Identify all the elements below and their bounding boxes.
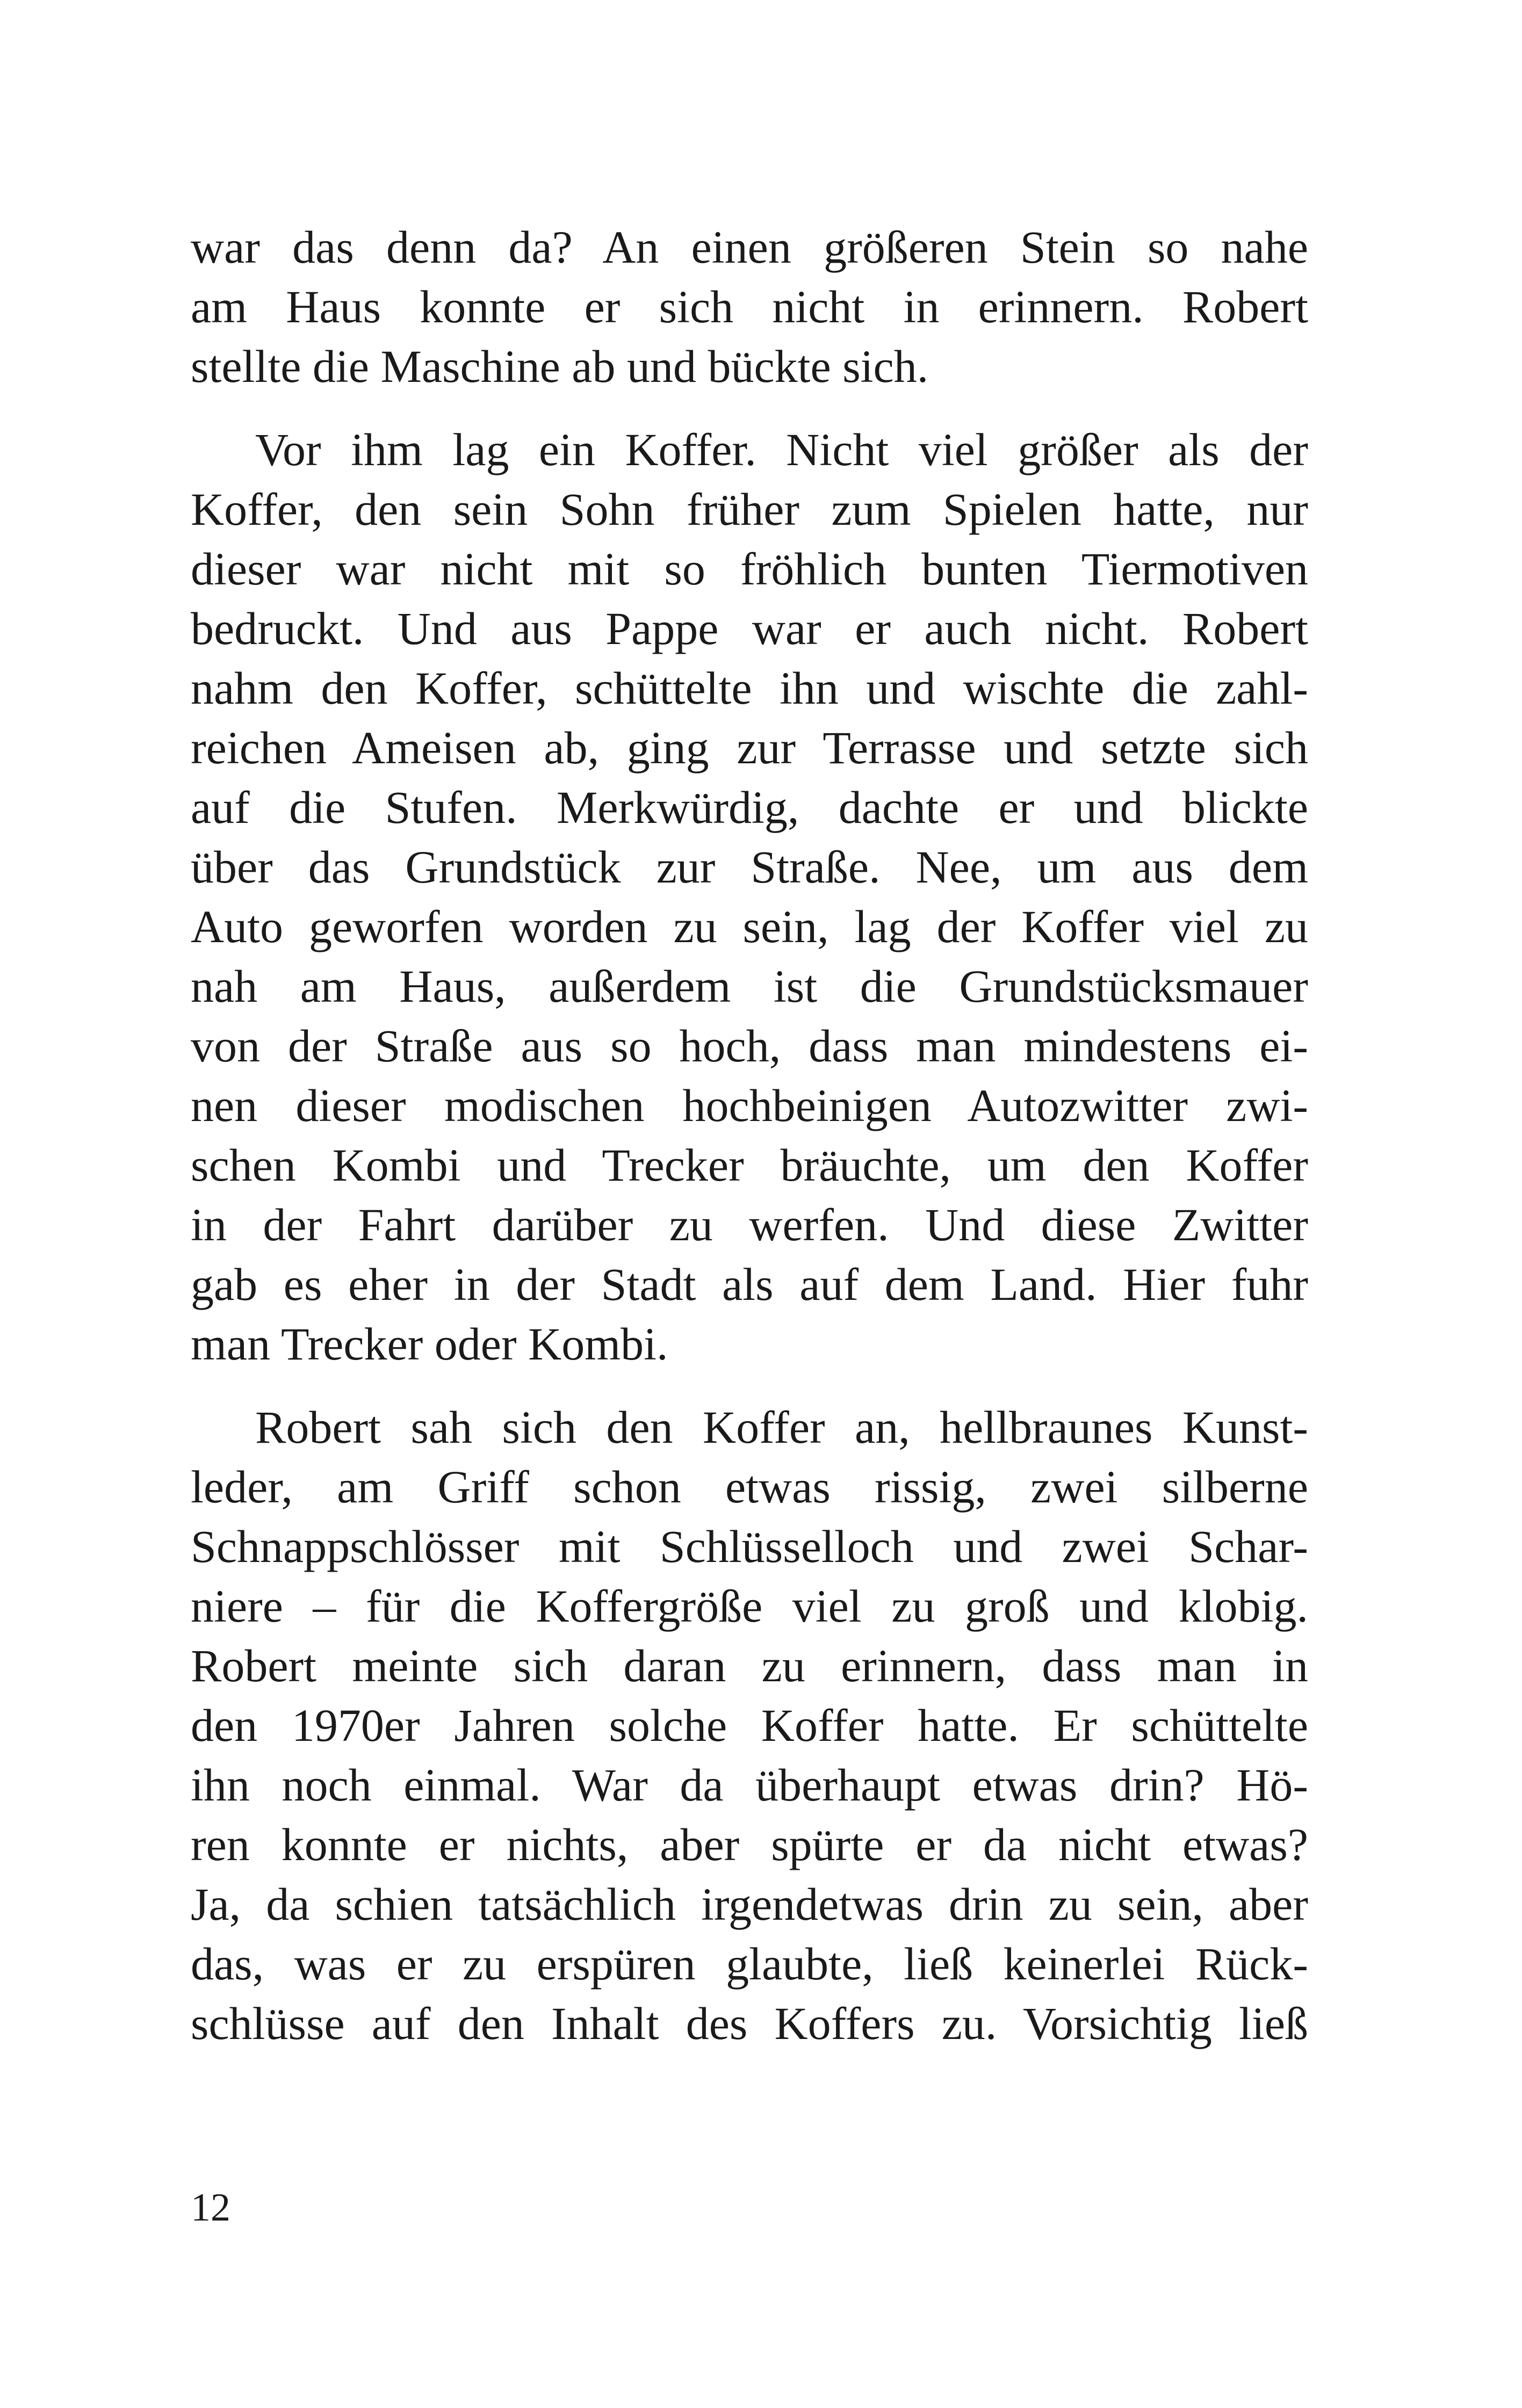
- text-line: den 1970er Jahren solche Koffer hatte. Er schüttelte: [191, 1700, 1308, 1751]
- text-line: Koffer, den sein Sohn früher zum Spielen hatte, nur: [191, 483, 1308, 535]
- text-line: das, was er zu erspüren glaubte, ließ keinerlei Rück-: [191, 1938, 1308, 1990]
- text-line: Robert meinte sich daran zu erinnern, dass man in: [191, 1640, 1308, 1691]
- text-line: ren konnte er nichts, aber spürte er da nicht etwas?: [191, 1819, 1308, 1870]
- text-line: dieser war nicht mit so fröhlich bunten Tiermotiven: [191, 543, 1308, 595]
- text-line: leder, am Griff schon etwas rissig, zwei silberne: [191, 1461, 1308, 1513]
- text-line: in der Fahrt darüber zu werfen. Und diese Zwitter: [191, 1199, 1308, 1250]
- text-line: nahm den Koffer, schüttelte ihn und wischte die zahl-: [191, 662, 1308, 714]
- text-line: ihn noch einmal. War da überhaupt etwas drin? Hö-: [191, 1759, 1308, 1811]
- text-line: über das Grundstück zur Straße. Nee, um aus dem: [191, 841, 1308, 893]
- text-line: gab es eher in der Stadt als auf dem Land. Hier fuhr: [191, 1259, 1308, 1310]
- text-line: man Trecker oder Kombi.: [191, 1318, 668, 1370]
- text-line: schen Kombi und Trecker bräuchte, um den Koffer: [191, 1139, 1308, 1191]
- text-line: von der Straße aus so hoch, dass man mindestens ei-: [191, 1020, 1308, 1072]
- page-number: 12: [191, 2186, 230, 2230]
- text-line: Robert sah sich den Koffer an, hellbraunes Kunst-: [255, 1401, 1308, 1453]
- text-line: nen dieser modischen hochbeinigen Autozwitter zwi-: [191, 1080, 1308, 1131]
- text-line: stellte die Maschine ab und bückte sich.: [191, 341, 929, 392]
- text-line: war das denn da? An einen größeren Stein so nahe: [191, 221, 1308, 273]
- body-text: [191, 218, 1308, 2053]
- text-line: Ja, da schien tatsächlich irgendetwas drin zu sein, aber: [191, 1878, 1308, 1930]
- text-line: auf die Stufen. Merkwürdig, dachte er und blickte: [191, 782, 1308, 833]
- paragraph-1: [191, 218, 1308, 396]
- text-line: nah am Haus, außerdem ist die Grundstücksmauer: [191, 960, 1308, 1012]
- text-line: Schnappschlösser mit Schlüsselloch und zwei Schar-: [191, 1521, 1308, 1572]
- text-line: niere – für die Koffergröße viel zu groß und klobig.: [191, 1580, 1308, 1632]
- paragraph-3: [191, 1398, 1308, 2053]
- text-line: bedruckt. Und aus Pappe war er auch nicht. Robert: [191, 603, 1308, 654]
- text-line: am Haus konnte er sich nicht in erinnern. Robert: [191, 281, 1308, 332]
- text-line: Vor ihm lag ein Koffer. Nicht viel größer als der: [255, 424, 1308, 475]
- paragraph-2: [191, 420, 1308, 1374]
- text-line: schlüsse auf den Inhalt des Koffers zu. Vorsichtig ließ: [191, 1998, 1308, 2049]
- text-line: Auto geworfen worden zu sein, lag der Koffer viel zu: [191, 901, 1308, 952]
- text-line: reichen Ameisen ab, ging zur Terrasse und setzte sich: [191, 722, 1308, 773]
